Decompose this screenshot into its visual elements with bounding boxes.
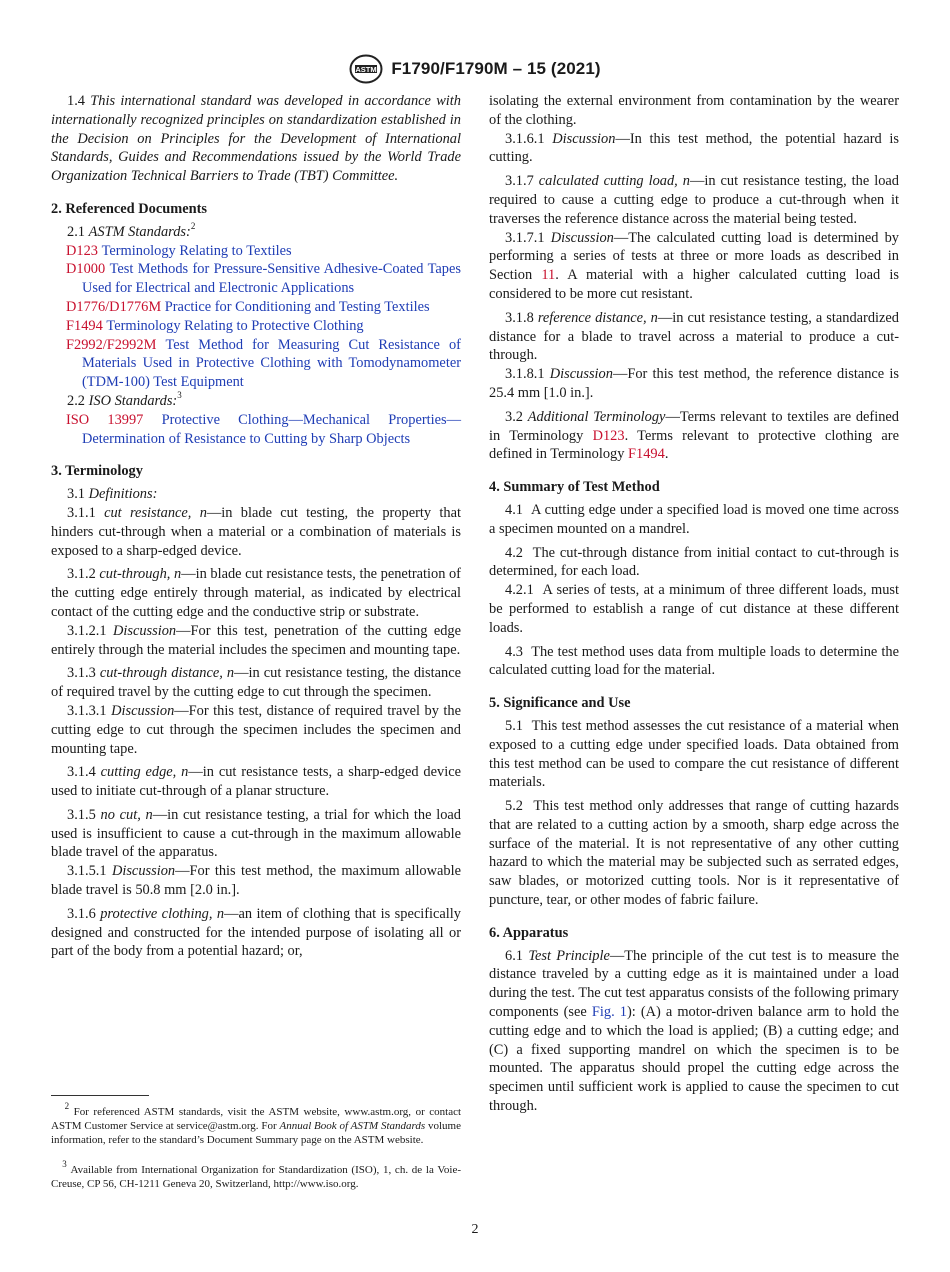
section-heading-terminology: 3. Terminology — [51, 463, 143, 480]
reference-item-iso[interactable]: ISO 13997 Protective Clothing—Mechanical Properties—Determination of Resistance to Cutting by Sharp Objects — [66, 411, 461, 447]
definition-3-1-1: 3.1.1 cut resistance, n—in blade cut testing, the property that hinders cut-through when a material or a combination of materials is exposed to a sharp-edged device. — [51, 504, 461, 559]
reference-item[interactable]: D123 Terminology Relating to Textiles — [66, 242, 292, 259]
subsection-astm-standards: 2.1 ASTM Standards:$^2$ — [67, 220, 196, 240]
d123-link[interactable]: D123 — [592, 427, 625, 444]
paragraph-5-2: 5.2 This test method only addresses that range of cutting hazards that are related to a cutting action by a smooth, sharp edge across the surface of the material. It is not representative of any other cutting hazard to which the material may be subjected such as serrated edges, saw blades, or motorized cutting tools. Nor is it representative of puncture, tear, or other modes of fabric failure. — [489, 798, 899, 909]
definition-3-1-2: 3.1.2 cut-through, n—in blade cut resistance tests, the penetration of the cutting edge entirely through material, as indicated by electrical contact of the cutting edge and the conductive strip or substrate. — [51, 566, 461, 620]
paragraph-4-1: 4.1 A cutting edge under a specified load is moved one time across a specimen mounted on a mandrel. — [489, 501, 899, 537]
paragraph-4-2: 4.2 The cut-through distance from initial contact to cut-through is determined, for each load. — [489, 544, 899, 580]
footnote-2: $^2$ For referenced ASTM standards, visit the ASTM website, www.astm.org, or contact ASTM Customer Service at service@astm.org. For Annual Book of ASTM Standards volume information, refer to the standard’s Document Summary page on the ASTM website. — [51, 1101, 462, 1146]
discussion-3-1-7-1: 3.1.7.1 Discussion—The calculated cutting load is determined by performing a series of tests at three or more loads as described in Section 11. A material with a higher calculated cutting load is considered to be more cut resistant. — [489, 229, 899, 302]
svg-text:ASTM: ASTM — [355, 65, 377, 74]
paragraph-1-4: 1.4 This international standard was developed in accordance with internationally recognized principles on standardization established in the Decision on Principles for the Development of International Standards, Guides and Recommendations issued by the World Trade Organization Technical Barriers to Trade (TBT) Committee. — [51, 93, 461, 185]
definition-3-1-7: 3.1.7 calculated cutting load, n—in cut resistance testing, the load required to cause a cutting edge to produce a cut-through when it traverses the reference distance across the material being tested. — [489, 173, 899, 227]
subsection-iso-standards: 2.2 ISO Standards:$^3$ — [67, 390, 182, 409]
continued-text: isolating the external environment from contamination by the wearer of the clothing. — [489, 93, 899, 128]
footnote-3: $^3$ Available from International Organization for Standardization (ISO), 1, ch. de la Voie-Creuse, CP 56, CH-1211 Geneva 20, Switzerland, http://www.iso.org. — [51, 1159, 462, 1190]
subsection-definitions: 3.1 Definitions: — [67, 486, 158, 503]
paragraph-4-3: 4.3 The test method uses data from multiple loads to determine the calculated cutting load for the material. — [489, 643, 899, 679]
astm-logo-icon — [349, 54, 383, 84]
definition-3-1-6: 3.1.6 protective clothing, n—an item of clothing that is specifically designed and constructed for the intended purpose of isolating all or part of the body from a potential hazard; or, — [51, 905, 461, 960]
discussion-3-1-3-1: 3.1.3.1 Discussion—For this test, distance of required travel by the cutting edge to cut through the specimen includes the specimen and mounting tape. — [51, 702, 461, 757]
f1494-link[interactable]: F1494 — [628, 446, 665, 463]
paragraph-5-1: 5.1 This test method assesses the cut resistance of a material when exposed to a cutting edge under specified loads. Data obtained from this test method can be used to compare the cut resistance of different materials. — [489, 717, 899, 791]
section-heading-significance: 5. Significance and Use — [489, 695, 631, 712]
paragraph-4-2-1: 4.2.1 A series of tests, at a minimum of three different loads, must be performed to establish a range of cut distance at these different loads. — [489, 582, 899, 636]
right-column — [489, 92, 899, 1116]
discussion-3-1-6-1: 3.1.6.1 Discussion—In this test method, the potential hazard is cutting. — [489, 130, 899, 166]
definition-3-1-4: 3.1.4 cutting edge, n—in cut resistance tests, a sharp-edged device used to initiate cut-through of a planar structure. — [51, 764, 461, 800]
reference-item[interactable]: F2992/F2992M Test Method for Measuring Cut Resistance of Materials Used in Protective Clothing with Tomodynamometer (TDM-100) Test Equipment — [66, 336, 461, 391]
section-heading-summary: 4. Summary of Test Method — [489, 479, 660, 496]
reference-item[interactable]: D1000 Test Methods for Pressure-Sensitive Adhesive-Coated Tapes Used for Electrical and Electronic Applications — [66, 261, 461, 297]
discussion-3-1-2-1: 3.1.2.1 Discussion—For this test, penetration of the cutting edge entirely through the material includes the specimen and mounting tape. — [51, 622, 461, 658]
discussion-3-1-5-1: 3.1.5.1 Discussion—For this test method, the maximum allowable blade travel is 50.8 mm [2.0 in.]. — [51, 863, 461, 899]
section-heading-referenced-documents: 2. Referenced Documents — [51, 200, 207, 217]
discussion-3-1-8-1: 3.1.8.1 Discussion—For this test method, the reference distance is 25.4 mm [1.0 in.]. — [489, 366, 899, 401]
document-designation: F1790/F1790M – 15 (2021) — [391, 59, 601, 78]
definition-3-1-5: 3.1.5 no cut, n—in cut resistance testing, a trial for which the load used is insufficient to cause a cut-through in the maximum allowable blade travel of the apparatus. — [51, 806, 461, 861]
definition-3-1-3: 3.1.3 cut-through distance, n—in cut resistance testing, the distance of required travel by the cutting edge to cut through the specimen. — [51, 665, 461, 701]
left-column — [51, 92, 461, 961]
reference-item[interactable]: D1776/D1776M Practice for Conditioning and Testing Textiles — [66, 298, 430, 315]
footnote-divider — [51, 1095, 149, 1096]
page-header — [0, 54, 950, 89]
paragraph-3-2: 3.2 Additional Terminology—Terms relevant to textiles are defined in Terminology D123. Terms relevant to protective clothing are defined in Terminology F1494. — [489, 408, 899, 463]
definition-3-1-8: 3.1.8 reference distance, n—in cut resistance testing, a standardized distance for a blade to travel across a material to produce a cut-through. — [489, 309, 899, 364]
section-heading-apparatus: 6. Apparatus — [489, 924, 569, 941]
section-11-link[interactable]: 11 — [541, 267, 556, 284]
reference-item[interactable]: F1494 Terminology Relating to Protective Clothing — [66, 317, 364, 334]
page-number: 2 — [471, 1222, 479, 1237]
fig-1-link[interactable]: Fig. 1 — [591, 1004, 627, 1021]
paragraph-6-1: 6.1 Test Principle—The principle of the cut test is to measure the distance traveled by a cutting edge as it is maintained under a load during the test. The cut test apparatus consists of the following primary components (see Fig. 1): (A) a motor-driven balance arm to hold the cutting edge and to which the load is applied; (B) a cutting edge; and (C) a fixed supporting mandrel on which the specimen is to be mounted. The apparatus should propel the cutting edge across the specimen until sufficient work is applied to cause the specimen to cut through. — [489, 947, 900, 1115]
